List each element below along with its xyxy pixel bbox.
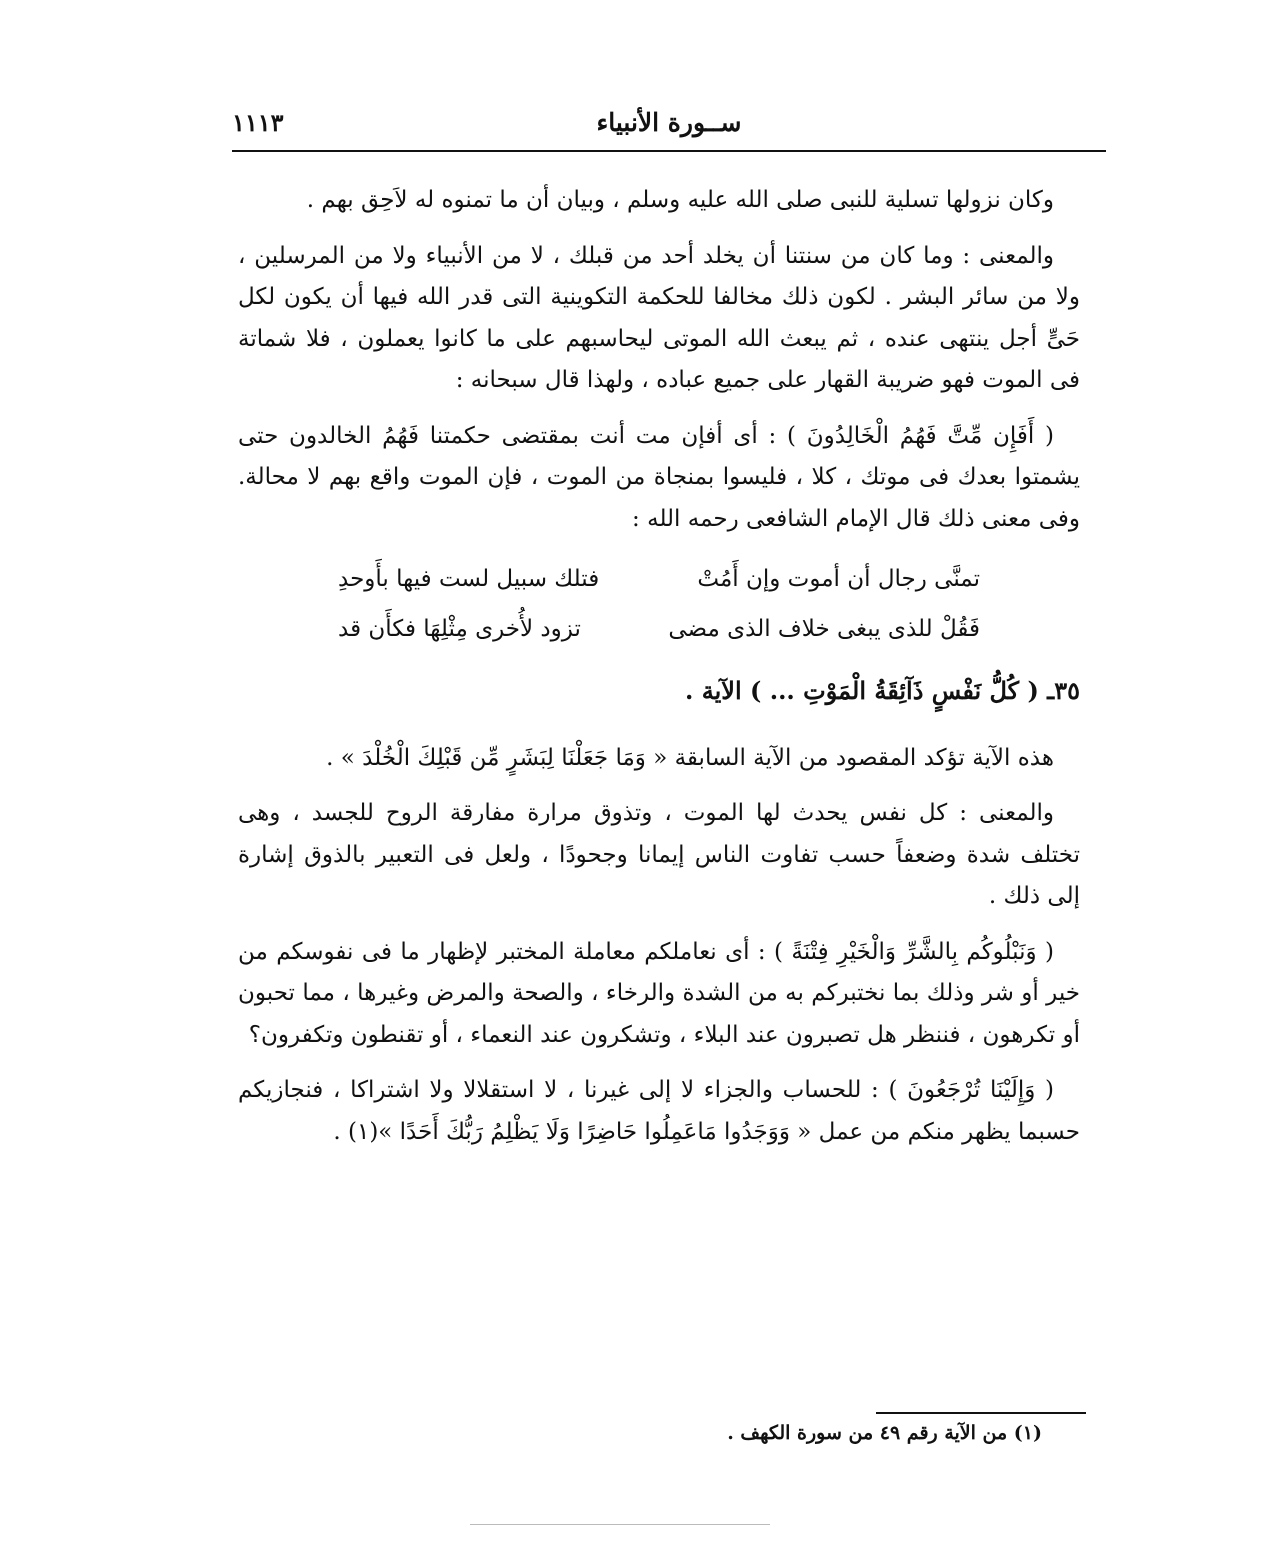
page-header: [232, 108, 1106, 148]
footnote-divider: [876, 1412, 1086, 1414]
paragraph: والمعنى : كل نفس يحدث لها الموت ، وتذوق مرارة مفارقة الروح للجسد ، وهى تختلف شدة وضعفاً حسب تفاوت الناس إيمانا وجحودًا ، ولعل فى التعبير بالذوق إشارة إلى ذلك .: [238, 800, 1080, 909]
footnote: (١) من الآية رقم ٤٩ من سورة الكهف .: [727, 1422, 1042, 1444]
paragraph: هذه الآية تؤكد المقصود من الآية السابقة « وَمَا جَعَلْنَا لِبَشَرٍ مِّن قَبْلِكَ الْخُلْدَ » .: [326, 744, 1054, 771]
poem-hemistich-first: تمنَّى رجال أن أموت وإن أَمُتْ: [697, 566, 980, 592]
verse-heading: ٣٥ـ ( كُلُّ نَفْسٍ ذَآئِقَةُ الْمَوْتِ ... ) الآية .: [685, 676, 1080, 705]
poem-hemistich-second: فتلك سبيل لست فيها بأَوحدِ: [338, 566, 600, 592]
poem: [238, 554, 1080, 654]
header-divider: [232, 150, 1106, 152]
poem-hemistich-second: تزود لأُخرى مِثْلِهَا فكأَن قد: [338, 616, 581, 642]
poem-line: [338, 604, 980, 654]
paragraph: ( وَنَبْلُوكُم بِالشَّرِّ وَالْخَيْرِ فِتْنَةً ) : أى نعاملكم معاملة المختبر لإظهار ما فى نفوسكم من خير أو شر وذلك بما نختبركم به من الشدة والرخاء ، والصحة والمرض وغيرها ، مما تحبون أو تكرهون ، فننظر هل تصبرون عند البلاء ، وتشكرون عند النعماء ، أو تقنطون وتكفرون؟: [238, 938, 1080, 1048]
page-number: ١١١٣: [232, 108, 284, 137]
paragraph: وكان نزولها تسلية للنبى صلى الله عليه وسلم ، وبيان أن ما تمنوه له لاَحِق بهم .: [306, 187, 1054, 213]
paragraph: والمعنى : وما كان من سنتنا أن يخلد أحد من قبلك ، لا من الأنبياء ولا من المرسلين ، ولا من سائر البشر . لكون ذلك مخالفا للحكمة التكوينية التى قدر الله فيها أن يكون لكل حَىٍّ أجل ينتهى عنده ، ثم يبعث الله الموتى ليحاسبهم على ما كانوا يعملون ، فلا شماتة فى الموت فهو ضريبة القهار على جميع عباده ، ولهذا قال سبحانه :: [238, 242, 1080, 393]
poem-line: [338, 554, 980, 604]
surah-title: ســورة الأنبياء: [596, 108, 742, 137]
paragraph: ( أَفَإِن مِّتَّ فَهُمُ الْخَالِدُونَ ) : أى أفإن مت أنت بمقتضى حكمتنا فَهُمُ الخالدون حتى يشمتوا بعدك فى موتك ، كلا ، فليسوا بمنجاة من الموت ، فإن الموت واقع بهم لا محالة. وفى معنى ذلك قال الإمام الشافعى رحمه الله :: [238, 422, 1080, 532]
poem-hemistich-first: فَقُلْ للذى يبغى خلاف الذى مضى: [668, 616, 980, 642]
paragraph: ( وَإِلَيْنَا تُرْجَعُونَ ) : للحساب والجزاء لا إلى غيرنا ، لا استقلالا ولا اشتراكا ، فنجازيكم حسبما يظهر منكم من عمل « وَوَجَدُوا مَاعَمِلُوا حَاضِرًا وَلَا يَظْلِمُ رَبُّكَ أَحَدًا »(١) .: [238, 1077, 1080, 1145]
bottom-divider: [470, 1524, 770, 1525]
page-body: [238, 180, 1080, 1167]
